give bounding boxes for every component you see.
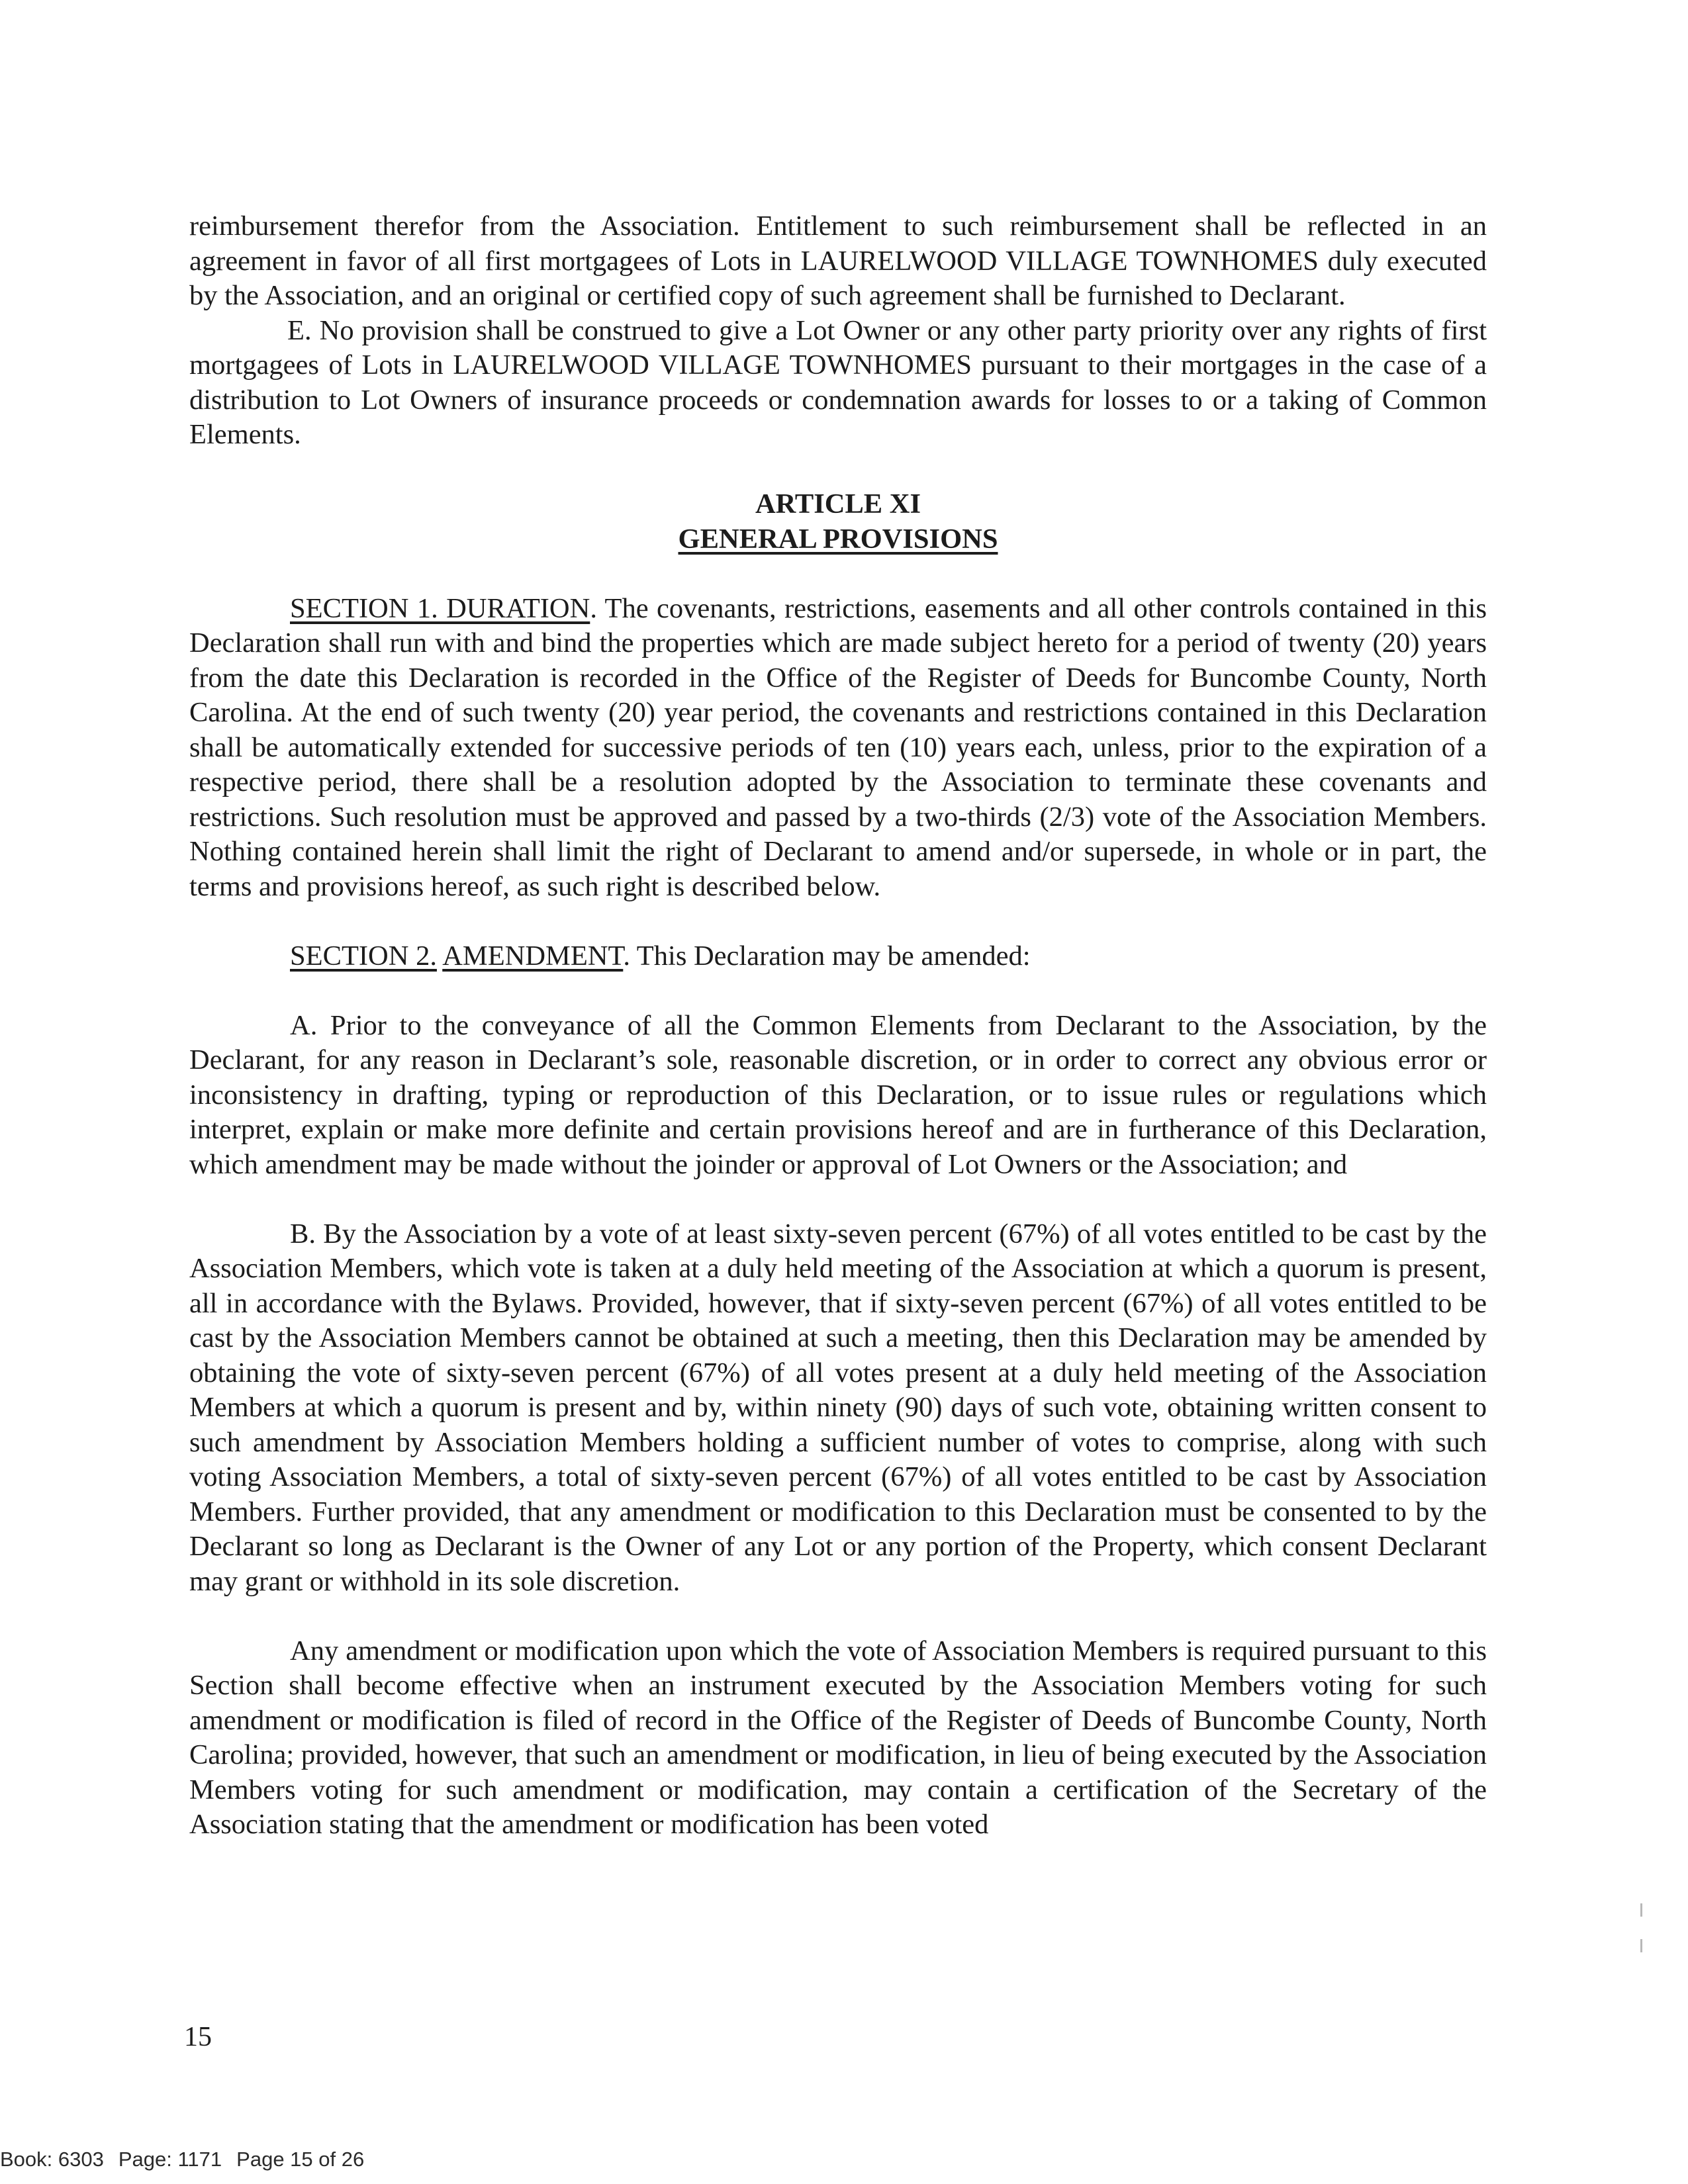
section-2-paragraph (189, 939, 1487, 974)
document-body (189, 209, 1487, 1843)
section-1-heading: SECTION 1. DURATION (290, 592, 590, 624)
paragraph-e: E. No provision shall be construed to give a Lot Owner or any other party priority over any rights of first mortgagees of Lots in LAURELWOOD VILLAGE TOWNHOMES pursuant to their mortgages in the case of a distribution to Lot Owners of insurance proceeds or condemnation awards for losses to or a taking of Common Elements. (189, 314, 1487, 450)
article-title-line (189, 522, 1487, 557)
paragraph-a: A. Prior to the conveyance of all the Common Elements from Declarant to the Association, by the Declarant, for any reason in Declarant’s sole, reasonable discretion, or in order to correct any obvious error or inconsistency in drafting, typing or reproduction of this Declaration, or to issue rules or regulations which interpret, explain or make more definite and certain provisions hereof and are in furtherance of this Declaration, which amendment may be made without the joinder or approval of Lot Owners or the Association; and (189, 1009, 1487, 1180)
paragraph-d-continued: reimbursement therefor from the Association. Entitlement to such reimbursement shall be reflected in an agreement in favor of all first mortgagees of Lots in LAURELWOOD VILLAGE TOWNHOMES duly executed by the Association, and an original or certified copy of such agreement shall be furnished to Declarant. (189, 210, 1487, 311)
section-1-text: . The covenants, restrictions, easements and all other controls contained in this Declaration shall run with and bind the properties which are made subject hereto for a period of twenty (20) years from the date this Declaration is recorded in the Office of the Register of Deeds for Buncombe County, North Carolina. At the end of such twenty (20) year period, the covenants and restrictions contained in this Declaration shall be automatically extended for successive periods of ten (10) years each, unless, prior to the expiration of a respective period, there shall be a resolution adopted by the Association to terminate these covenants and restrictions. Such resolution must be approved and passed by a two-thirds (2/3) vote of the Association Members. Nothing contained herein shall limit the right of Declarant to amend and/or supersede, in whole or in part, the terms and provisions hereof, as such right is described below. (189, 592, 1487, 902)
spacer (189, 974, 1487, 1009)
spacer (189, 1182, 1487, 1217)
footer-page-of: Page 15 of 26 (236, 2148, 365, 2171)
footer-book: Book: 6303 (0, 2148, 104, 2171)
spacer (189, 904, 1487, 939)
spacer (189, 557, 1487, 592)
footer-page: Page: 1171 (118, 2148, 222, 2171)
section-2-title: AMENDMENT (442, 940, 624, 972)
section-2-label: SECTION 2. (290, 940, 437, 972)
article-title: GENERAL PROVISIONS (678, 523, 998, 555)
article-number: ARTICLE XI (755, 488, 921, 520)
spacer (189, 1599, 1487, 1634)
section-1-paragraph (189, 592, 1487, 905)
paragraph-b: B. By the Association by a vote of at least sixty-seven percent (67%) of all votes entitled to be cast by the Association Members, which vote is taken at a duly held meeting of the Association at which a quorum is present, all in accordance with the Bylaws. Provided, however, that if sixty-seven percent (67%) of all votes entitled to be cast by the Association Members cannot be obtained at such a meeting, then this Declaration may be amended by obtaining the vote of sixty-seven percent (67%) of all votes present at a duly held meeting of the Association Members at which a quorum is present and by, within ninety (90) days of such vote, obtaining written consent to such amendment by Association Members holding a sufficient number of votes to comprise, along with such voting Association Members, a total of sixty-seven percent (67%) of all votes entitled to be cast by Association Members. Further provided, that any amendment or modification to this Declaration must be consented to by the Declarant so long as Declarant is the Owner of any Lot or any portion of the Property, which consent Declarant may grant or withhold in its sole discretion. (189, 1218, 1487, 1597)
page-number: 15 (184, 2022, 212, 2052)
spacer (189, 453, 1487, 488)
recording-footer (0, 2148, 379, 2171)
paragraph-final: Any amendment or modification upon which the vote of Association Members is required pursuant to this Section shall become effective when an instrument executed by the Association Members voting for such amendment or modification is filed of record in the Office of the Register of Deeds of Buncombe County, North Carolina; provided, however, that such an amendment or modification, in lieu of being executed by the Association Members voting for such amendment or modification, may contain a certification of the Secretary of the Association stating that the amendment or modification has been voted (189, 1635, 1487, 1840)
scan-artifact (1640, 1939, 1642, 1952)
scan-artifact (1640, 1903, 1642, 1917)
section-2-text: . This Declaration may be amended: (623, 940, 1031, 972)
